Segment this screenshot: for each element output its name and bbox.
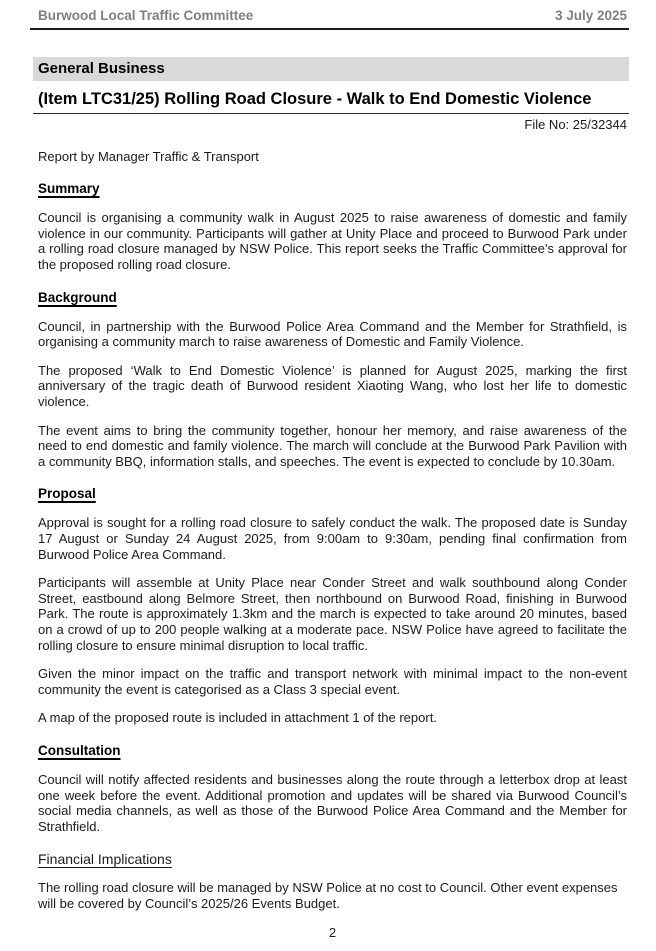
paragraph: The proposed ‘Walk to End Domestic Violence’ is planned for August 2025, marking the first anniversary of the tragic death of Burwood resident Xiaoting Wang, who lost her life to domestic violence. bbox=[38, 362, 627, 410]
section-heading-financial-implications: Financial Implications bbox=[38, 851, 172, 868]
section-background bbox=[38, 290, 627, 470]
header-rule bbox=[30, 28, 629, 31]
header-date: 3 July 2025 bbox=[554, 8, 627, 23]
page-number: 2 bbox=[328, 924, 337, 940]
file-number: File No: 25/32344 bbox=[524, 117, 627, 133]
section-heading-proposal: Proposal bbox=[38, 486, 96, 502]
item-title: (Item LTC31/25) Rolling Road Closure - Walk to End Domestic Violence bbox=[33, 90, 629, 114]
paragraph: Given the minor impact on the traffic and transport network with minimal impact to the non-event community the event is categorised as a Class 3 special event. bbox=[38, 666, 627, 697]
section-heading-consultation: Consultation bbox=[38, 742, 121, 758]
general-business-bar bbox=[33, 57, 629, 81]
paragraph: Council will notify affected residents and businesses along the route through a letterbox drop at least one week before the event. Additional promotion and updates will be shared via Burwood Council’s social media channels, as well as those of the Burwood Police Area Command and the Member for Strathfield. bbox=[38, 771, 627, 834]
paragraph: Participants will assemble at Unity Place near Conder Street and walk southbound along Conder Street, eastbound along Belmore Street, then northbound on Burwood Road, finishing in Burwood Park. The route is approximately 1.3km and the march is expected to take around 20 minutes, based on a crowd of up to 200 people walking at a moderate pace. NSW Police have agreed to facilitate the rolling closure to ensure minimal disruption to local traffic. bbox=[38, 575, 627, 653]
general-business-label: General Business bbox=[38, 60, 165, 78]
section-proposal bbox=[38, 486, 627, 726]
paragraph: Approval is sought for a rolling road closure to safely conduct the walk. The proposed date is Sunday 17 August or Sunday 24 August 2025, from 9:00am to 9:30am, pending final confirmation from Burwood Police Area Command. bbox=[38, 515, 627, 562]
section-consultation bbox=[38, 743, 627, 834]
paragraph: Council is organising a community walk in August 2025 to raise awareness of domestic and family violence in our community. Participants will gather at Unity Place and proceed to Burwood Park under a rolling road closure managed by NSW Police. This report seeks the Traffic Committee’s approval for the proposed rolling road closure. bbox=[38, 210, 627, 273]
paragraph: Council, in partnership with the Burwood Police Area Command and the Member for Strathfield, is organising a community march to raise awareness of Domestic and Family Violence. bbox=[38, 318, 627, 350]
page-footer bbox=[38, 925, 627, 941]
section-financial-implications bbox=[38, 851, 627, 911]
section-summary bbox=[38, 181, 627, 272]
section-heading-background: Background bbox=[38, 289, 117, 305]
paragraph: The event aims to bring the community together, honour her memory, and raise awareness of the need to end domestic and family violence. The march will conclude at the Burwood Park Pavilion with a community BBQ, information stalls, and speeches. The event is expected to conclude by 10.30am. bbox=[38, 422, 627, 469]
header-committee-name: Burwood Local Traffic Committee bbox=[38, 8, 254, 23]
section-heading-summary: Summary bbox=[38, 181, 100, 197]
report-by-line: Report by Manager Traffic & Transport bbox=[38, 148, 259, 164]
page-header bbox=[38, 8, 627, 30]
paragraph: A map of the proposed route is included in attachment 1 of the report. bbox=[38, 710, 437, 726]
paragraph: The rolling road closure will be managed by NSW Police at no cost to Council. Other event expenses will be covered by Council’s 2025/26 Events Budget. bbox=[38, 880, 618, 911]
